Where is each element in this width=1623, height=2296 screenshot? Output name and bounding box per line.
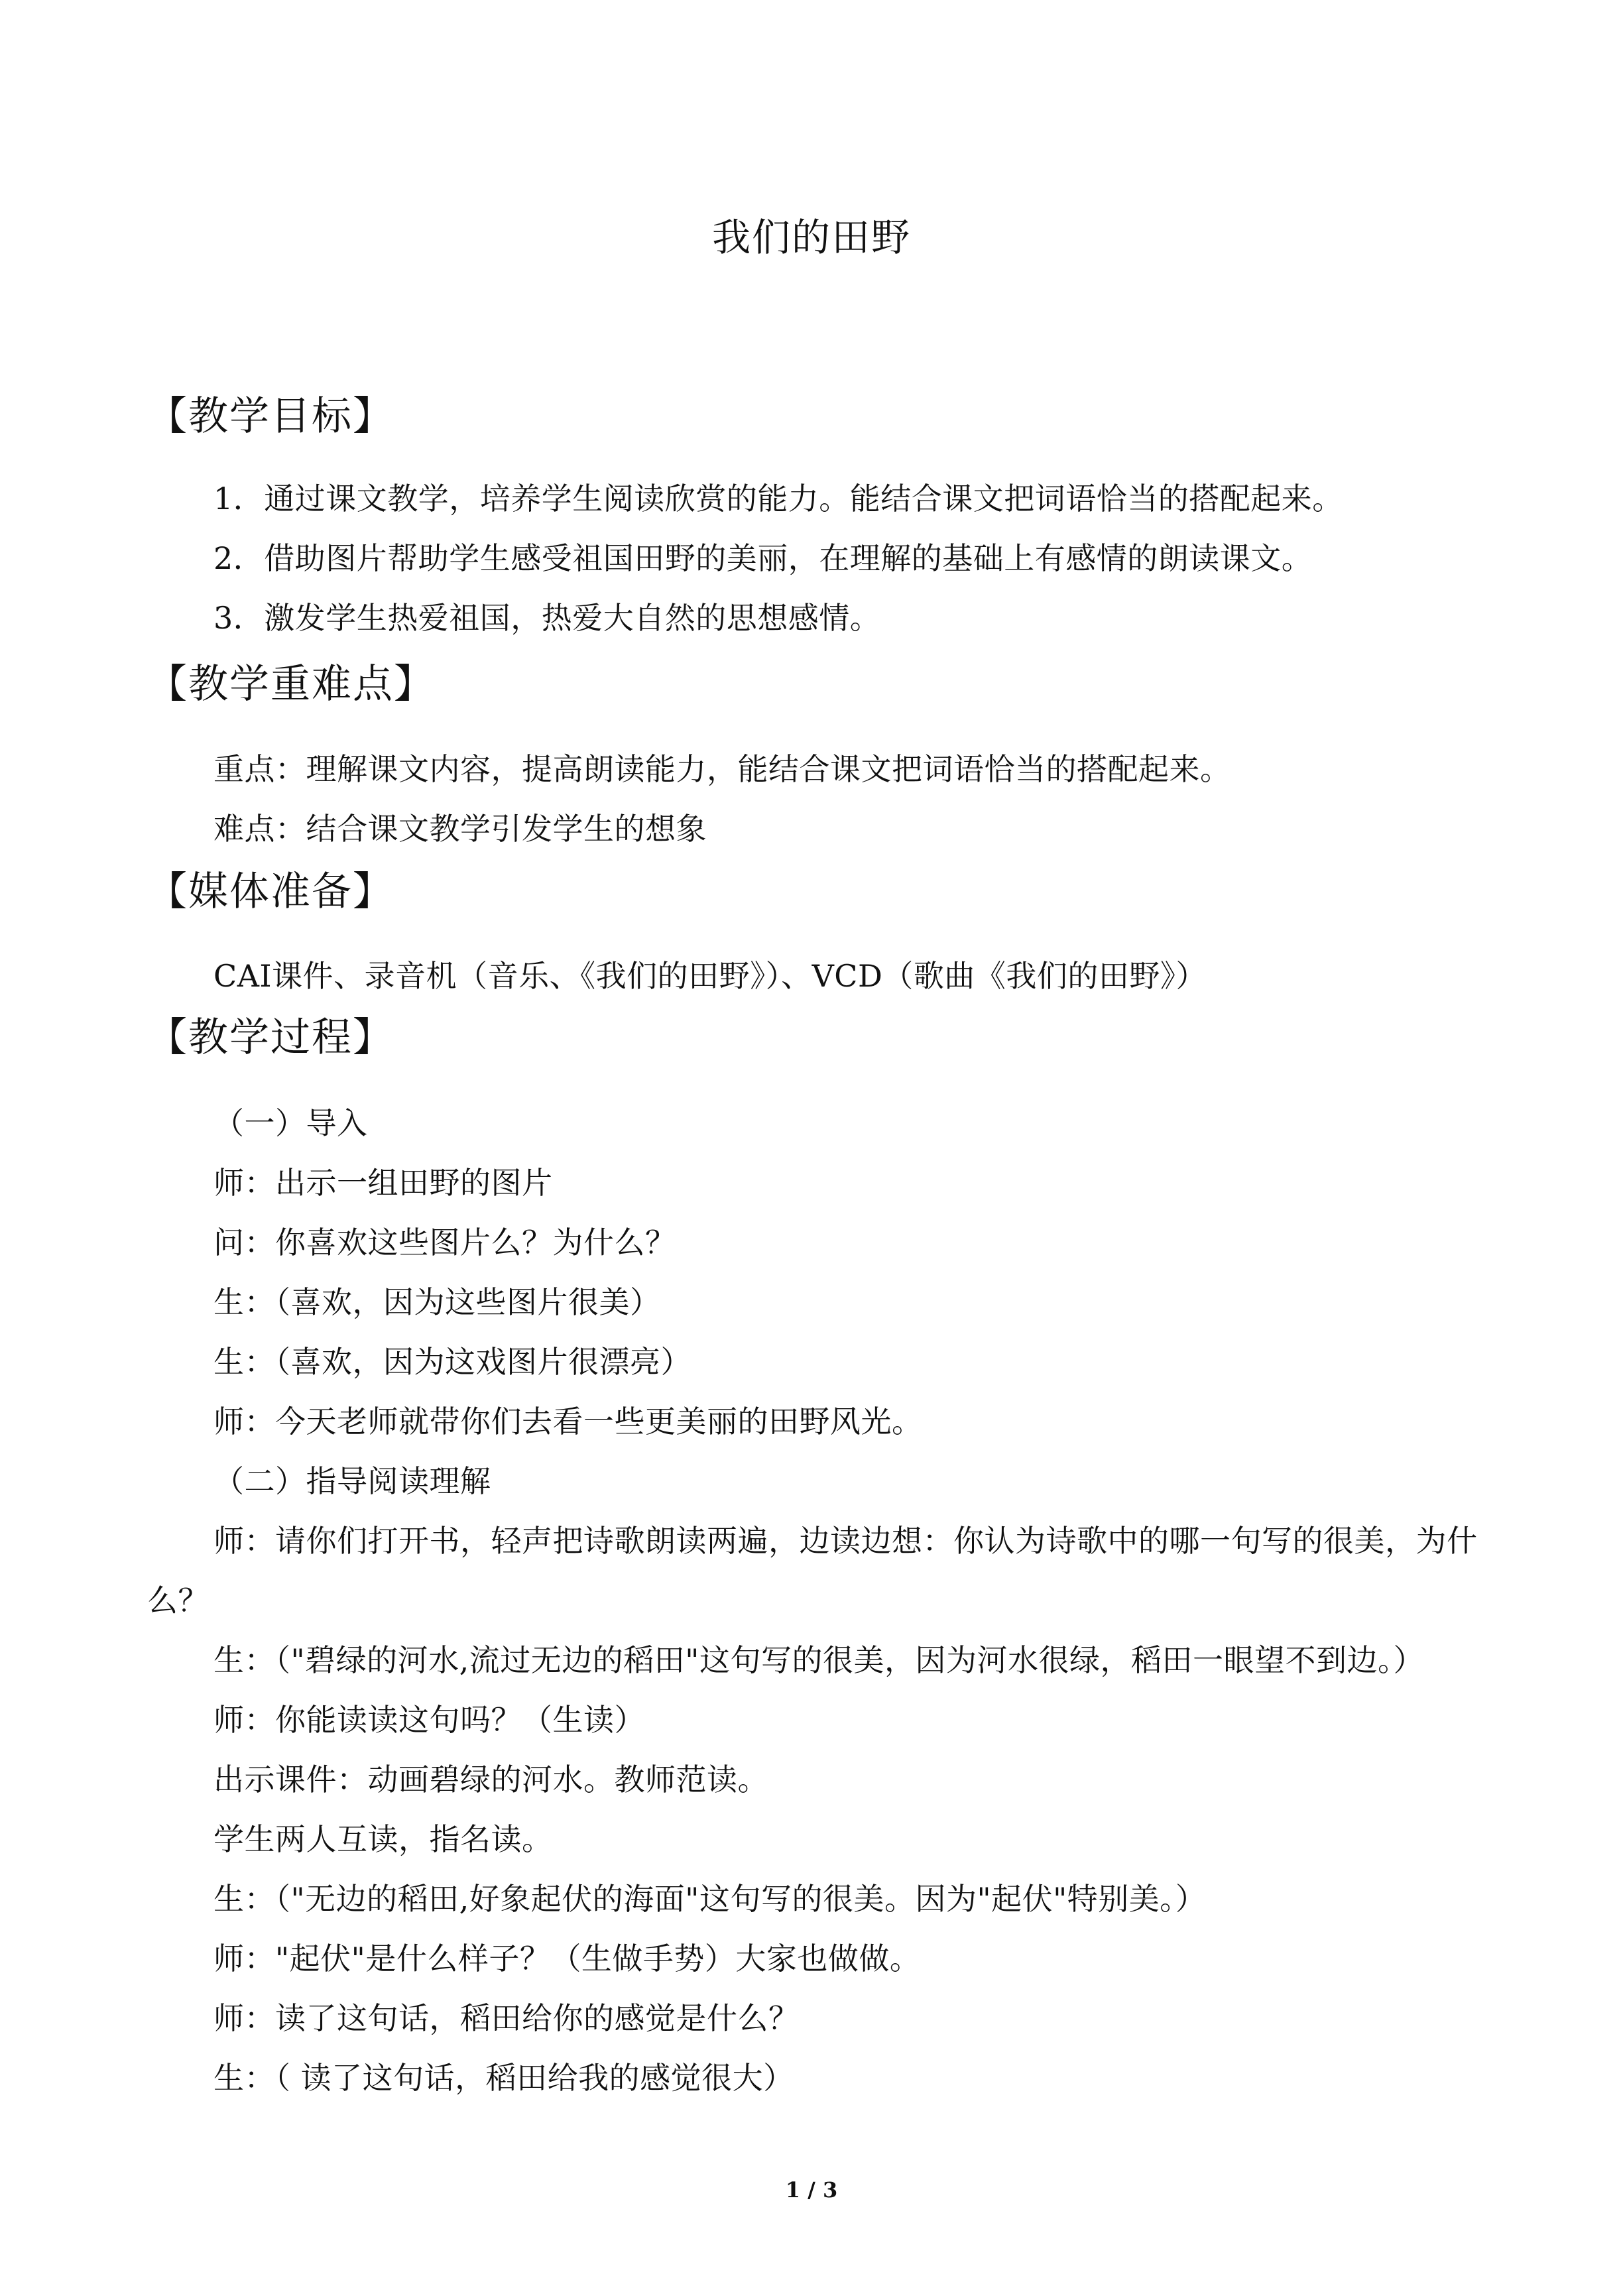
page-title: 我们的田野 xyxy=(711,215,911,260)
process-item: 出示课件：动画碧绿的河水。教师范读。 xyxy=(213,1762,768,1797)
media-item: CAI课件、录音机（音乐、《我们的田野》）、VCD（歌曲《我们的田野》） xyxy=(213,958,1207,994)
process-item: 师：读了这句话，稻田给你的感觉是什么？ xyxy=(213,2000,800,2036)
process-item: 师：出示一组田野的图片 xyxy=(213,1165,553,1201)
section-heading-process: 【教学过程】 xyxy=(147,1014,394,1061)
section-heading-media: 【媒体准备】 xyxy=(147,869,394,915)
process-item: 生：（ 读了这句话，稻田给我的感觉很大） xyxy=(213,2060,794,2096)
section-heading-objectives: 【教学目标】 xyxy=(147,393,394,440)
process-item: 师：你能读读这句吗？（生读） xyxy=(213,1702,645,1738)
key-point-item: 重点：理解课文内容，提高朗读能力，能结合课文把词语恰当的搭配起来。 xyxy=(213,751,1231,787)
process-item: （二）指导阅读理解 xyxy=(213,1463,491,1499)
objective-item-1: 1．通过课文教学，培养学生阅读欣赏的能力。能结合课文把词语恰当的搭配起来。 xyxy=(213,481,1343,516)
process-item: 生：（"碧绿的河水,流过无边的稻田"这句写的很美，因为河水很绿，稻田一眼望不到边。） xyxy=(213,1642,1424,1678)
process-item: 生：（喜欢，因为这些图片很美） xyxy=(213,1284,661,1320)
objective-item-2: 2．借助图片帮助学生感受祖国田野的美丽，在理解的基础上有感情的朗读课文。 xyxy=(213,540,1313,576)
process-item-wrapped: 师：请你们打开书，轻声把诗歌朗读两遍，边读边想：你认为诗歌中的哪一句写的很美，为什么？ xyxy=(147,1523,1478,1618)
process-item: 学生两人互读，指名读。 xyxy=(213,1821,553,1857)
objective-item-3: 3．激发学生热爱祖国，热爱大自然的思想感情。 xyxy=(213,600,881,636)
section-heading-key-points: 【教学重难点】 xyxy=(147,661,435,707)
process-item: 师：今天老师就带你们去看一些更美丽的田野风光。 xyxy=(213,1404,923,1439)
page-number: 1 / 3 xyxy=(785,2177,838,2203)
process-item: （一）导入 xyxy=(213,1105,368,1141)
process-item: 师："起伏"是什么样子？（生做手势）大家也做做。 xyxy=(213,1941,921,1976)
process-item: 问：你喜欢这些图片么？为什么？ xyxy=(213,1225,676,1260)
difficulty-item: 难点：结合课文教学引发学生的想象 xyxy=(213,811,707,847)
process-item: 生：（"无边的稻田,好象起伏的海面"这句写的很美。因为"起伏"特别美。） xyxy=(213,1881,1207,1917)
process-item: 生：（喜欢，因为这戏图片很漂亮） xyxy=(213,1344,691,1380)
